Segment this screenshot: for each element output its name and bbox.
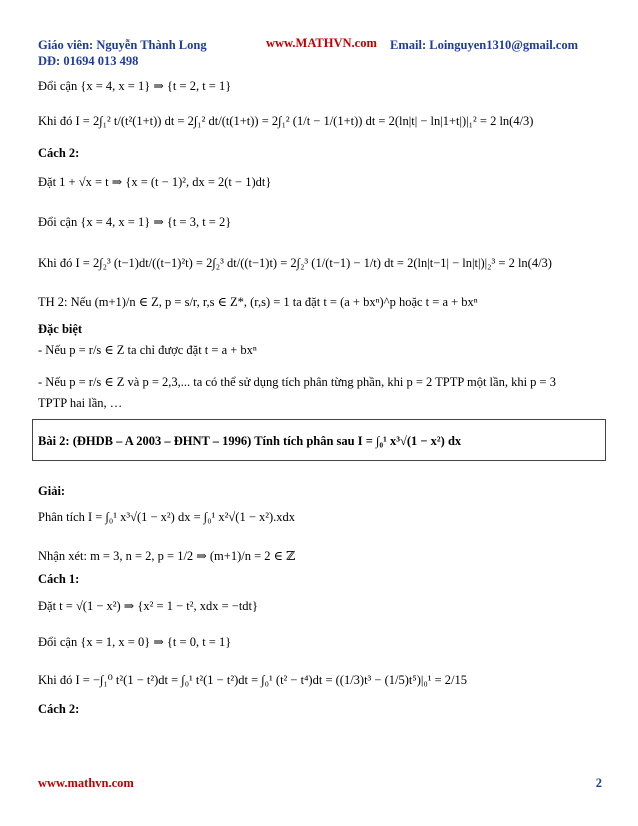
heading-cach-1: Cách 1: (38, 572, 80, 586)
line-doi-can-3: Đổi cận {x = 1, x = 0} ⇒ {t = 0, t = 1} (38, 635, 232, 649)
header-teacher: Giáo viên: Nguyễn Thành Long (38, 38, 207, 52)
problem-text: Bài 2: (ĐHDB – A 2003 – ĐHNT – 1996) Tính tích phân sau I = ∫₀¹ x³√(1 − x²) dx (38, 434, 462, 448)
header-website[interactable]: www.MATHVN.com (266, 36, 377, 50)
header-phone: DĐ: 01694 013 498 (38, 54, 139, 68)
line-tptp: TPTP hai lần, … (38, 396, 123, 410)
line-khi-do-2: Khi đó I = 2∫₂³ (t−1)dt/((t−1)²t) = 2∫₂³ dt/((t−1)t) = 2∫₂³ (1/(t−1) − 1/t) dt = 2(ln|t−1| − ln|t|)|₂³ = 2 ln(4/3) (38, 256, 552, 270)
heading-giai: Giải: (38, 484, 66, 498)
line-doi-can-2: Đổi cận {x = 4, x = 1} ⇒ {t = 3, t = 2} (38, 215, 232, 229)
line-nhan-xet: Nhận xét: m = 3, n = 2, p = 1/2 ⇒ (m+1)/n = 2 ∈ ℤ (38, 549, 296, 563)
line-dat-2: Đặt t = √(1 − x²) ⇒ {x² = 1 − t², xdx = −tdt} (38, 599, 259, 613)
line-th2: TH 2: Nếu (m+1)/n ∈ Z, p = s/r, r,s ∈ Z*, (r,s) = 1 ta đặt t = (a + bxⁿ)^p hoặc t = a + bxⁿ (38, 295, 478, 309)
line-khi-do-3: Khi đó I = −∫₁⁰ t²(1 − t²)dt = ∫₀¹ t²(1 − t²)dt = ∫₀¹ (t² − t⁴)dt = ((1/3)t³ − (1/5)t⁵)|₀¹ = 2/15 (38, 673, 468, 687)
heading-dac-biet: Đặc biệt (38, 322, 83, 336)
line-doi-can-1: Đổi cận {x = 4, x = 1} ⇒ {t = 2, t = 1} (38, 79, 232, 93)
line-neu-1: - Nếu p = r/s ∈ Z ta chỉ được đặt t = a + bxⁿ (38, 343, 257, 357)
line-khi-do-1: Khi đó I = 2∫₁² t/(t²(1+t)) dt = 2∫₁² dt/(t(1+t)) = 2∫₁² (1/t − 1/(1+t)) dt = 2(ln|t| − ln|1+t|)|₁² = 2 ln(4/3) (38, 114, 534, 128)
line-dat-1: Đặt 1 + √x = t ⇒ {x = (t − 1)², dx = 2(t − 1)dt} (38, 175, 272, 189)
footer-site[interactable]: www.mathvn.com (38, 776, 134, 790)
line-phan-tich: Phân tích I = ∫₀¹ x³√(1 − x²) dx = ∫₀¹ x²√(1 − x²).xdx (38, 510, 296, 524)
heading-cach-2: Cách 2: (38, 146, 80, 160)
line-neu-2: - Nếu p = r/s ∈ Z và p = 2,3,... ta có thể sử dụng tích phân từng phần, khi p = 2 TPTP một lần, khi p = 3 (38, 375, 556, 389)
heading-cach-2b: Cách 2: (38, 702, 80, 716)
header-email[interactable]: Email: Loinguyen1310@gmail.com (390, 38, 579, 52)
page-number: 2 (595, 776, 602, 790)
